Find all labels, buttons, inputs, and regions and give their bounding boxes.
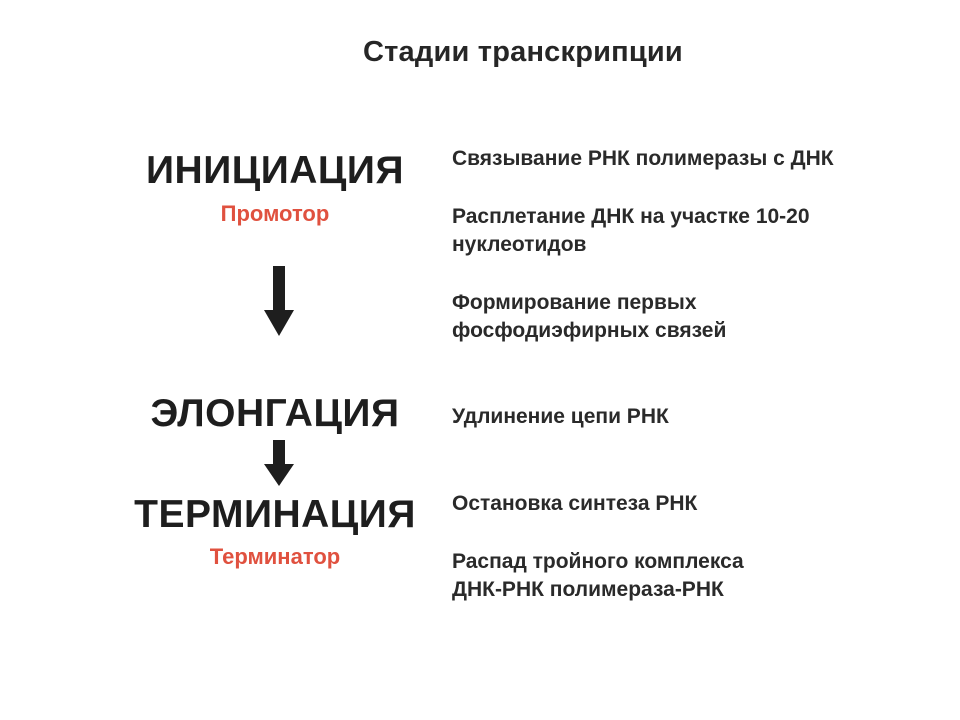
- initiation-step-3: Формирование первых фосфодиэфирных связей: [452, 291, 727, 342]
- stage-initiation-sublabel: Промотор: [220, 201, 330, 226]
- stage-termination-label: ТЕРМИНАЦИЯ: [134, 493, 416, 536]
- elongation-step-1: Удлинение цепи РНК: [452, 405, 669, 428]
- stage-termination-sublabel: Терминатор: [209, 544, 341, 569]
- initiation-step-2: Расплетание ДНК на участке 10-20 нуклеотидов: [452, 205, 810, 256]
- arrow-down-icon: [262, 266, 296, 336]
- arrow-down-icon: [263, 440, 295, 486]
- termination-step-2: Распад тройного комплекса ДНК-РНК полимераза-РНК: [452, 550, 744, 601]
- diagram-title: Стадии транскрипции: [363, 36, 683, 68]
- initiation-step-1: Связывание РНК полимеразы с ДНК: [452, 147, 834, 170]
- stage-elongation-label: ЭЛОНГАЦИЯ: [150, 392, 400, 435]
- termination-step-1: Остановка синтеза РНК: [452, 492, 698, 515]
- stage-initiation-label: ИНИЦИАЦИЯ: [146, 149, 404, 192]
